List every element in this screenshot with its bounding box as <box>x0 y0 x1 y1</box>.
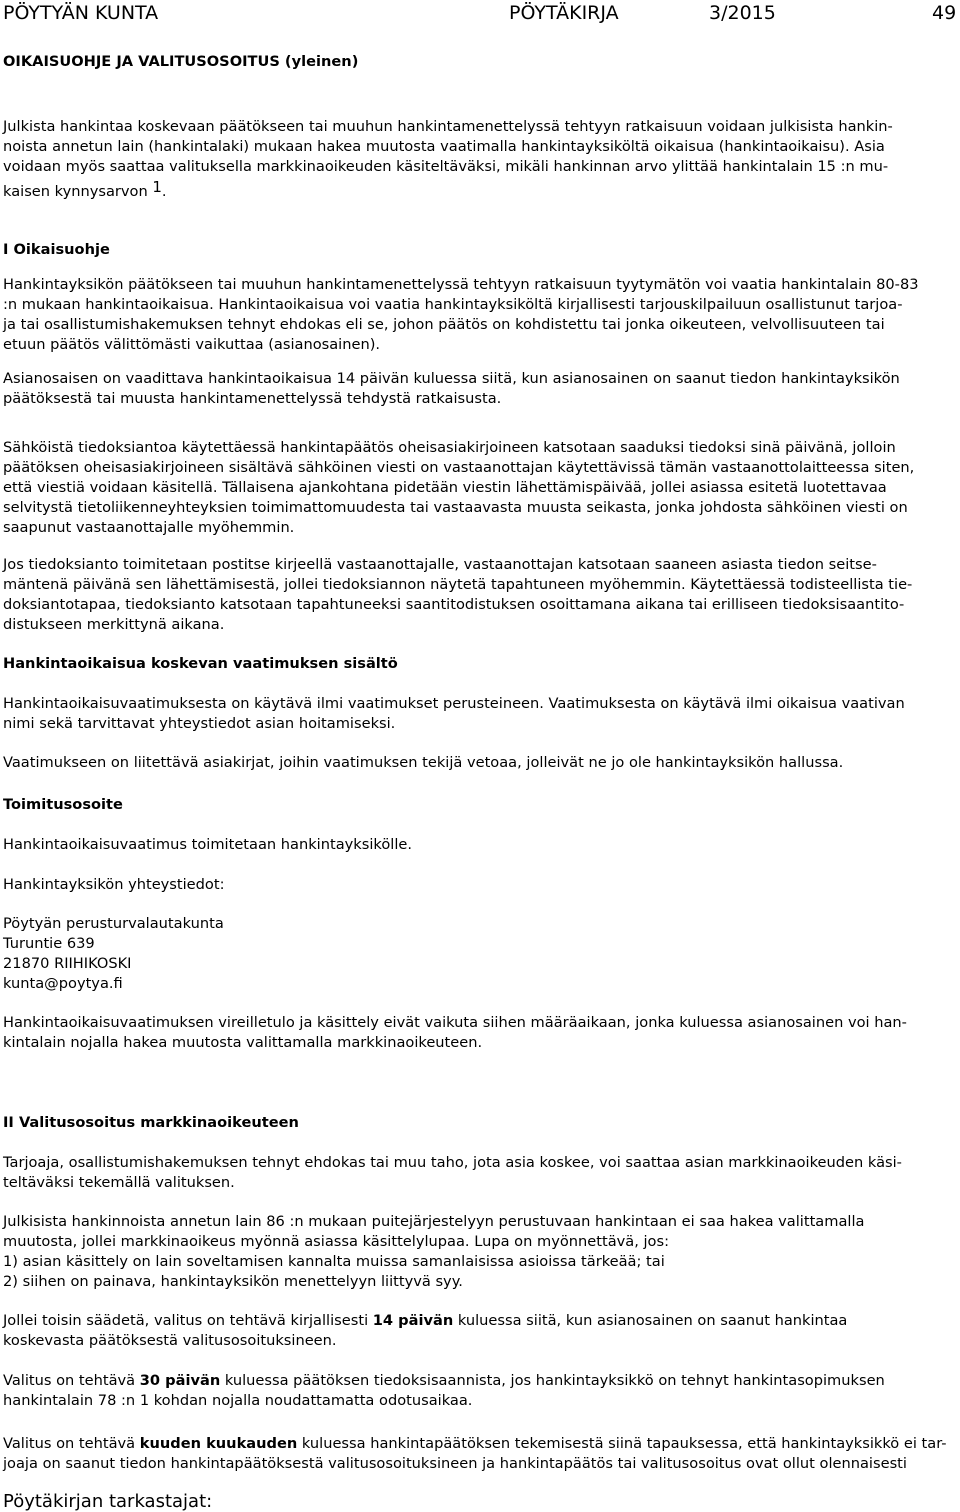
section-heading-valitusosoitus: II Valitusosoitus markkinaoikeuteen <box>3 1114 299 1131</box>
text-line: kintalain nojalla hakea muutosta valittamalla markkinaoikeuteen. <box>3 1034 483 1051</box>
text-line: saapunut vastaanottajalle myöhemmin. <box>3 519 295 536</box>
text-line: hankintalain 78 :n 1 kohdan nojalla noudattamatta odotusaikaa. <box>3 1392 473 1409</box>
text-line: teltäväksi tekemällä valituksen. <box>3 1174 235 1191</box>
text-line: päätöksen oheisasiakirjoineen sisältävä sähköinen viesti on vastaanottajan käytettävissä tämän vastaanottolaitteessa siten, <box>3 459 915 476</box>
text-line: doksiantotapaa, tiedoksianto katsotaan tapahtuneeksi saantitodistuksen osoittamana aikana tai erilliseen tiedoksisaantito- <box>3 596 905 613</box>
valitusosoitus-paragraph-4 <box>3 1371 885 1411</box>
text-line: Jos tiedoksianto toimitetaan postitse kirjeellä vastaanottajalle, vastaanottajan katsotaan saaneen asiasta tiedon seitse- <box>3 556 877 573</box>
text-line: Asianosaisen on vaadittava hankintaoikaisua 14 päivän kuluessa siitä, kun asianosainen on saanut tiedon hankintayksikön <box>3 370 900 387</box>
oikaisuohje-paragraph-3 <box>3 438 914 538</box>
text-line: voidaan myös saattaa valituksella markkinaoikeuden käsiteltäväksi, mikäli hankinnan arvo ylittää hankintalain 15 :n mu- <box>3 158 889 175</box>
section-heading-toimitusosoite: Toimitusosoite <box>3 796 123 813</box>
text-line: distukseen merkittynä aikana. <box>3 616 225 633</box>
text-line: Hankintaoikaisuvaatimuksesta on käytävä ilmi vaatimukset perusteineen. Vaatimuksesta on käytävä ilmi oikaisua vaativan <box>3 695 905 712</box>
text-line: muutosta, jollei markkinaoikeus myönnä asiassa käsittelylupaa. Lupa on myönnettävä, jos: <box>3 1233 669 1250</box>
text-line: Valitus on tehtävä 30 päivän kuluessa päätöksen tiedoksisaannista, jos hankintayksikkö on tehnyt hankintasopimuksen <box>3 1372 885 1389</box>
contact-address <box>3 914 224 994</box>
text-line: 1) asian käsittely on lain soveltamisen kannalta muissa samanlaisissa asioissa tärkeää; tai <box>3 1253 665 1270</box>
vaatimuksen-sisalto-paragraph-1 <box>3 694 905 734</box>
text-line: selvitystä tietoliikenneyhteyksien toimimattomuudesta tai vastaavasta muusta seikasta, jonka johdosta sähköinen viesti on <box>3 499 908 516</box>
text-line: noista annetun lain (hankintalaki) mukaan hakea muutosta vaatimalla hankintayksiköltä oikaisua (hankintaoikaisu). Asia <box>3 138 885 155</box>
text-line: päätöksestä tai muusta hankintamenettelyssä tehdystä ratkaisusta. <box>3 390 502 407</box>
text-line: Julkista hankintaa koskevaan päätökseen tai muuhun hankintamenettelyssä tehtyyn ratkaisuun voidaan julkisista hankin- <box>3 118 893 135</box>
valitusosoitus-paragraph-1 <box>3 1153 902 1193</box>
address-line: Pöytyän perusturvalautakunta <box>3 915 224 932</box>
reviewers-label: Pöytäkirjan tarkastajat: <box>3 1491 213 1512</box>
valitusosoitus-paragraph-2 <box>3 1212 864 1292</box>
text-line: että viestiä voidaan käsitellä. Tällaisena ajankohtana pidetään viestin lähettämispäivää, jollei asiassa esitetä luotettavaa <box>3 479 887 496</box>
text-line: joaja on saanut tiedon hankintapäätöksestä valitusosoituksineen ja hankintapäätös tai valitusosoitus ovat ollut olennaisesti <box>3 1455 907 1472</box>
text-line: Tarjoaja, osallistumishakemuksen tehnyt ehdokas tai muu taho, jota asia koskee, voi saattaa asian markkinaoikeuden käsi- <box>3 1154 902 1171</box>
text-line: :n mukaan hankintaoikaisua. Hankintaoikaisua voi vaatia hankintayksiköltä kirjallisesti tarjouskilpailuun osallistunut tarjoa- <box>3 296 903 313</box>
organization-name: PÖYTYÄN KUNTA <box>3 2 159 24</box>
document-title: OIKAISUOHJE JA VALITUSOSOITUS (yleinen) <box>3 53 359 70</box>
contact-email: kunta@poytya.fi <box>3 975 123 992</box>
text-line: ja tai osallistumishakemuksen tehnyt ehdokas eli se, johon päätös on kohdistettu tai jonka oikeuteen, velvollisuuteen tai <box>3 316 885 333</box>
document-number: 3/2015 <box>709 2 776 24</box>
text-line: koskevasta päätöksestä valitusosoituksineen. <box>3 1332 337 1349</box>
document-type: PÖYTÄKIRJA <box>509 2 619 24</box>
intro-paragraph <box>3 117 893 200</box>
section-heading-vaatimuksen-sisalto: Hankintaoikaisua koskevan vaatimuksen sisältö <box>3 655 398 672</box>
contact-label: Hankintayksikön yhteystiedot: <box>3 876 225 893</box>
vaatimuksen-sisalto-paragraph-2: Vaatimukseen on liitettävä asiakirjat, joihin vaatimuksen tekijä vetoaa, jolleivät ne jo ole hankintayksikön hallussa. <box>3 754 844 771</box>
deadline-emphasis: 30 päivän <box>139 1372 221 1389</box>
text-line: Hankintaoikaisuvaatimuksen vireilletulo ja käsittely eivät vaikuta siihen määräaikaan, jonka kuluessa asianosainen voi han- <box>3 1014 907 1031</box>
text-line: Julkisista hankinnoista annetun lain 86 :n mukaan puitejärjestelyyn perustuvaan hankintaan ei saa hakea valittamalla <box>3 1213 865 1230</box>
text-line: nimi sekä tarvittavat yhteystiedot asian hoitamiseksi. <box>3 715 396 732</box>
section-heading-oikaisuohje: I Oikaisuohje <box>3 241 110 258</box>
oikaisuohje-paragraph-4 <box>3 555 912 635</box>
oikaisuohje-paragraph-2 <box>3 369 900 409</box>
text-line: Jollei toisin säädetä, valitus on tehtävä kirjallisesti 14 päivän kuluessa siitä, kun asianosainen on saanut hankintaa <box>3 1312 848 1329</box>
deadline-emphasis: kuuden kuukauden <box>139 1435 298 1452</box>
text-line: Sähköistä tiedoksiantoa käytettäessä hankintapäätös oheisasiakirjoineen katsotaan saaduksi tiedoksi sinä päivänä, jolloin <box>3 439 896 456</box>
toimitusosoite-paragraph-1: Hankintaoikaisuvaatimus toimitetaan hankintayksikölle. <box>3 836 412 853</box>
deadline-emphasis: 14 päivän <box>372 1312 454 1329</box>
valitusosoitus-paragraph-3 <box>3 1311 847 1351</box>
page-number: 49 <box>932 2 957 24</box>
text-line: Hankintayksikön päätökseen tai muuhun hankintamenettelyssä tehtyyn ratkaisuun tyytymätön voi vaatia hankintalain 80-83 <box>3 276 919 293</box>
text-line: mäntenä päivänä sen lähettämisestä, jollei tiedoksiannon näytetä tapahtuneen myöhemmin. Käytettäessä todisteellista tie- <box>3 576 913 593</box>
footnote-reference: 1 <box>152 178 162 196</box>
text-line: etuun päätös välittömästi vaikuttaa (asianosainen). <box>3 336 381 353</box>
text-line: Valitus on tehtävä kuuden kuukauden kuluessa hankintapäätöksen tekemisestä siinä tapauksessa, että hankintayksikkö ei tar- <box>3 1435 947 1452</box>
valitusosoitus-paragraph-5 <box>3 1434 947 1474</box>
page-header <box>0 0 960 26</box>
text-line: kaisen kynnysarvon 1. <box>3 178 167 200</box>
toimitusosoite-paragraph-2 <box>3 1013 907 1053</box>
address-line: Turuntie 639 <box>3 935 95 952</box>
address-line: 21870 RIIHIKOSKI <box>3 955 132 972</box>
text-line: 2) siihen on painava, hankintayksikön menettelyyn liittyvä syy. <box>3 1273 463 1290</box>
oikaisuohje-paragraph-1 <box>3 275 919 355</box>
